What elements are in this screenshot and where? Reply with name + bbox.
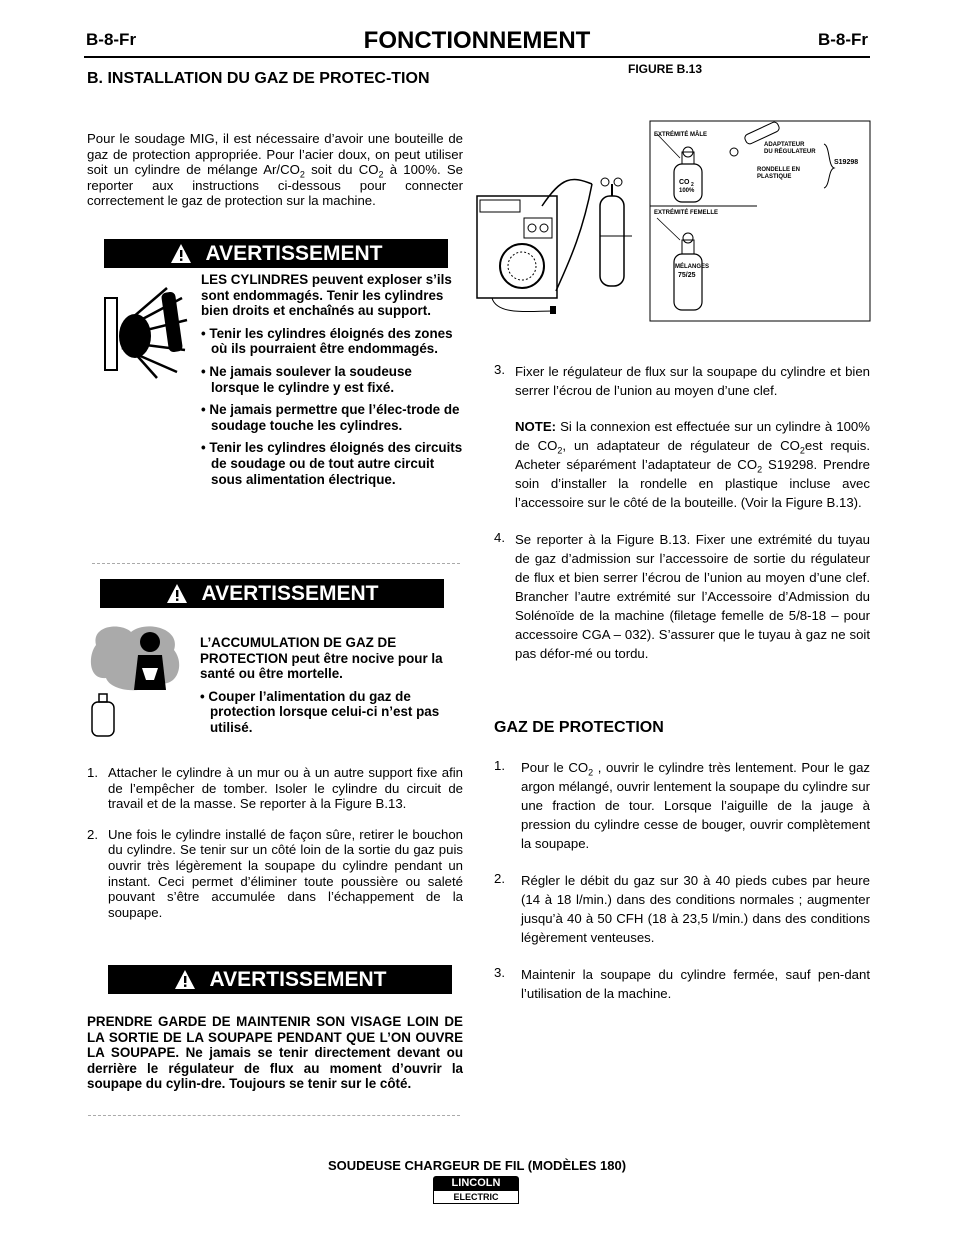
gas-hazard-icon bbox=[86, 620, 188, 742]
co2-sub-label: 2 bbox=[691, 182, 694, 188]
gas-list bbox=[494, 758, 870, 1003]
note-paragraph: NOTE: Si la connexion est effectuée sur un cylindre à 100% de $CO_2$, un adaptateur de régulateur de $CO_2est$ requis. Acheter séparément l’adaptateur de $CO_2$ S19298. Prendre soin d’installer la rondelle en plastique incluse avec l’accessoire sur le côté de la bouteille. (Voir la Figure B.13). bbox=[515, 419, 870, 510]
list-item: 1. Pour le $CO_2$ , ouvrir le cylindre très lentement. Pour le gaz argon mélangé, ouvrir lentement la soupape du cylindre sur une fraction de tour. Lorsque l’aiguille de la jauge à pression du cylindre cesse de bouger, ouvrir complètement la soupape. bbox=[494, 758, 870, 851]
lincoln-electric-logo: LINCOLN ELECTRIC bbox=[433, 1176, 519, 1206]
washer-label-2: PLASTIQUE bbox=[757, 174, 792, 180]
part-number-label: S19298 bbox=[834, 159, 859, 166]
page-code-right: B-8-Fr bbox=[817, 30, 868, 49]
warning-banner-2 bbox=[100, 579, 444, 608]
section-heading: B. INSTALLATION DU GAZ DE PROTEC-TION bbox=[87, 70, 430, 87]
cylinder-explosion-icon bbox=[97, 280, 192, 380]
divider bbox=[92, 563, 460, 564]
warning-text-3: PRENDRE GARDE DE MAINTENIR SON VISAGE LOIN DE LA SORTIE DE LA SOUPAPE PENDANT QUE L’ON OUVRE LA SOUPAPE. Ne jamais se tenir directement devant ou derrière le régulateur de flux au moment d’ouvrir la soupape du cylin-dre. Toujours se tenir sur le côté. bbox=[87, 1014, 463, 1092]
male-end-label: EXTRÉMITÉ MÂLE bbox=[654, 132, 708, 138]
warning-label-2: AVERTISSEMENT bbox=[201, 581, 379, 605]
list-item: 3. Fixer le régulateur de flux sur la soupape du cylindre et bien serrer l’écrou de l’union au moyen d’une clef. NOTE: Si la connexion est effectuée sur un cylindre à 100% de $CO_2$, un adaptateur de régulateur de $CO_2est$ requis. Acheter séparément l’adaptateur de $CO_2$ S19298. Prendre soin d’installer la rondelle en plastique incluse avec l’accessoire sur le côté de la bouteille. (Voir la Figure B.13). bbox=[494, 362, 870, 510]
gas-heading: GAZ DE PROTECTION bbox=[494, 719, 664, 736]
page-title: FONCTIONNEMENT bbox=[363, 27, 591, 54]
warning-label-1: AVERTISSEMENT bbox=[205, 241, 383, 265]
mix-ratio-label: 75/25 bbox=[678, 272, 696, 279]
adapter-label-2: DU RÉGULATEUR bbox=[764, 149, 816, 155]
figure-label: FIGURE B.13 bbox=[628, 62, 703, 76]
warning-banner-1 bbox=[104, 239, 448, 268]
list-item: 3. Maintenir la soupape du cylindre fermée, sauf pen-dant l’utilisation de la machine. bbox=[494, 965, 870, 1001]
list-item: 2. Régler le débit du gaz sur 30 à 40 pieds cubes par heure (14 à 18 l/min.) dans des conditions normales ; augmenter jusqu’à 40 à 50 CFH (18 à 23,5 l/min.) dans des conditions légèrement venteuses. bbox=[494, 871, 870, 945]
washer-label-1: RONDELLE EN bbox=[757, 167, 801, 173]
list-item: 2. Une fois le cylindre installé de façon sûre, retirer le bouchon du cylindre. Se tenir sur un côté loin de la sortie du gaz puis ouvrir très légèrement la soupape du cylindre pendant un instant. Ceci permet d’éliminer toute poussière ou saleté pouvant s’être accumulée dans l’échappement de la soupape. bbox=[87, 826, 463, 920]
page-code-left: B-8-Fr bbox=[86, 30, 137, 49]
co2-label: CO bbox=[679, 179, 690, 186]
warning-triangle-icon bbox=[174, 969, 196, 991]
warning-triangle-icon bbox=[166, 583, 188, 605]
intro-paragraph: Pour le soudage MIG, il est nécessaire d’avoir une bouteille de gaz de protection appropriée. Pour l’acier doux, on peut utiliser soit un cylindre de mélange $Ar/CO_2$ soit du $CO_2$ à 100%. Se reporter aux instructions ci-dessous pour connecter correctement le gaz de protection sur la machine. bbox=[87, 131, 463, 209]
header-rule bbox=[84, 56, 870, 58]
warning-text-2: L’ACCUMULATION DE GAZ DE PROTECTION peut être nocive pour la santé ou être mortelle. • Couper l’alimentation du gaz de protection lorsque celui-ci n’est pas utilisé. bbox=[200, 635, 443, 735]
adapter-label-1: ADAPTATEUR bbox=[764, 142, 805, 148]
list-item: 1. Attacher le cylindre à un mur ou à un autre support fixe afin de l’empêcher de tomber. Isoler le cylindre du circuit de travail et de la masse. Se reporter à la Figure B.13. bbox=[87, 765, 463, 812]
warning-label-3: AVERTISSEMENT bbox=[209, 967, 387, 991]
steps-right bbox=[494, 362, 870, 663]
steps-left bbox=[87, 765, 463, 920]
co2-percent-label: 100% bbox=[679, 188, 695, 194]
footer-model: SOUDEUSE CHARGEUR DE FIL (MODÈLES 180) bbox=[327, 1158, 627, 1173]
mix-label: MÉLANGES bbox=[675, 264, 710, 270]
female-end-label: EXTRÉMITÉ FEMELLE bbox=[654, 210, 719, 216]
list-item: 4. Se reporter à la Figure B.13. Fixer une extrémité du tuyau de gaz d’admission sur l’accessoire de sortie du régulateur de flux et bien serrer l’écrou de l’union au moyen d’une clef. Brancher l’autre extrémité sur l’Accessoire d’Admission du Solénoïde de la machine (filetage femelle de 5/8-18 – pour accessoire CGA – 032). S’assurer que le tuyau à gaz ne soit pas défor-mé ou tordu. bbox=[494, 530, 870, 661]
warning-banner-3 bbox=[108, 965, 452, 994]
warning-text-1: LES CYLINDRES peuvent exploser s’ils sont endommagés. Tenir les cylindres bien droits et enchaînés au support. • Tenir les cylindres éloignés des zones où ils pourraient être endommagés. • Ne jamais soulever la soudeuse lorsque le cylindre y est fixé. • Ne jamais permettre que l’élec-trode de soudage touche les cylindres. • Tenir les cylindres éloignés des circuits de soudage ou de tout autre circuit sous alimentation électrique. bbox=[201, 272, 463, 487]
warning-triangle-icon bbox=[170, 243, 192, 265]
divider bbox=[88, 1115, 460, 1116]
figure-b13-illustration bbox=[472, 116, 872, 331]
